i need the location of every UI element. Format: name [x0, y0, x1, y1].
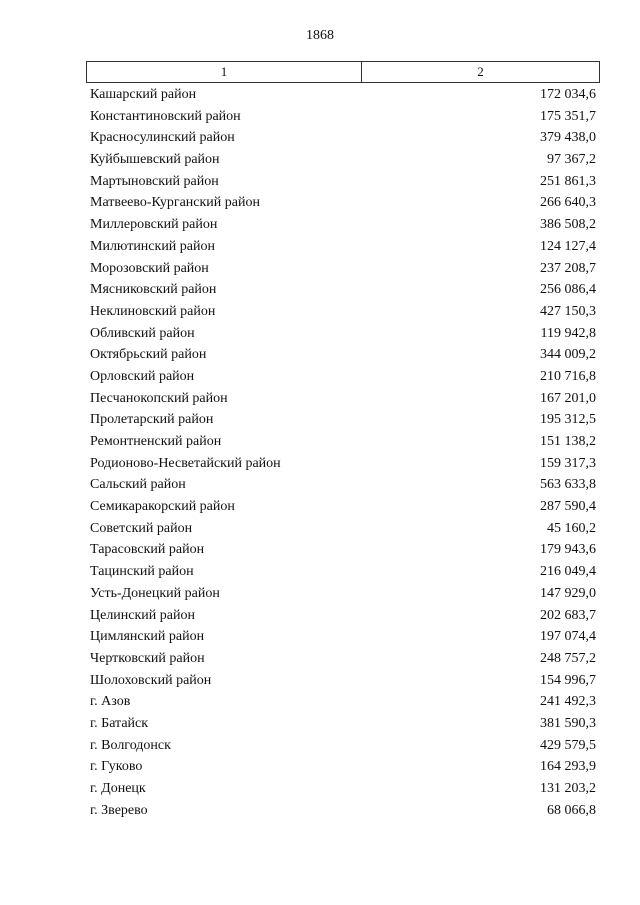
amount-value: 381 590,3	[540, 715, 596, 731]
district-name: г. Гуково	[90, 759, 143, 775]
amount-value: 195 312,5	[540, 412, 596, 428]
amount-value: 131 203,2	[540, 781, 596, 796]
amount-value: 287 590,4	[540, 499, 596, 515]
amount-value: 164 293,9	[540, 759, 596, 775]
table-row	[90, 106, 596, 128]
district-name: Семикаракорский район	[90, 499, 235, 515]
district-name: Тарасовский район	[90, 542, 205, 558]
table-row	[90, 583, 596, 605]
amount-value: 197 074,4	[540, 629, 596, 645]
district-name: Константиновский район	[90, 108, 241, 124]
column-header-2: 2	[477, 64, 484, 79]
district-name: Советский район	[90, 520, 193, 536]
table-row	[90, 344, 596, 366]
table-row	[90, 713, 596, 735]
district-name: Тацинский район	[90, 564, 194, 580]
district-name: Песчанокопский район	[90, 390, 228, 406]
table-row	[90, 409, 596, 431]
amount-value: 563 633,8	[540, 477, 596, 493]
amount-value: 45 160,2	[547, 520, 596, 536]
district-name: Цимлянский район	[90, 629, 205, 645]
amount-value: 266 640,3	[540, 195, 596, 211]
district-name: Матвеево-Курганский район	[90, 195, 260, 211]
table-header	[86, 61, 600, 83]
district-name: Миллеровский район	[90, 217, 218, 233]
table-row	[90, 171, 596, 193]
district-name: Неклиновский район	[90, 303, 216, 319]
amount-value: 151 138,2	[540, 434, 596, 449]
amount-value: 248 757,2	[540, 650, 596, 666]
district-name: г. Азов	[90, 694, 131, 710]
amount-value: 147 929,0	[540, 585, 596, 601]
amount-value: 159 317,3	[540, 455, 596, 471]
amount-value: 97 367,2	[547, 152, 596, 168]
amount-value: 119 942,8	[540, 325, 596, 341]
amount-value: 124 127,4	[540, 238, 596, 254]
amount-value: 172 034,6	[540, 87, 596, 102]
district-name: г. Зверево	[90, 802, 148, 818]
district-name: Сальский район	[90, 477, 186, 493]
table-row	[90, 149, 596, 171]
amount-value: 379 438,0	[540, 130, 596, 146]
amount-value: 216 049,4	[540, 564, 596, 580]
amount-value: 251 861,3	[540, 173, 596, 189]
amount-value: 179 943,6	[540, 542, 596, 558]
amount-value: 154 996,7	[540, 672, 596, 688]
table-row	[90, 192, 596, 214]
table-row	[90, 258, 596, 280]
table-row	[90, 561, 596, 583]
table-row	[90, 626, 596, 648]
table-row	[90, 735, 596, 757]
district-name: Обливский район	[90, 325, 195, 341]
table-row	[90, 279, 596, 301]
amount-value: 175 351,7	[540, 108, 596, 124]
district-name: Мартыновский район	[90, 173, 219, 189]
table-row	[90, 605, 596, 627]
amount-value: 241 492,3	[540, 694, 596, 710]
table-row	[90, 388, 596, 410]
amount-value: 344 009,2	[540, 347, 596, 363]
district-name: Октябрьский район	[90, 347, 207, 363]
table-row	[90, 236, 596, 258]
amount-value: 386 508,2	[540, 217, 596, 233]
table-row	[90, 366, 596, 388]
district-name: Орловский район	[90, 368, 195, 384]
amount-value: 256 086,4	[540, 282, 596, 298]
table-row	[90, 214, 596, 236]
table-row	[90, 474, 596, 496]
district-name: Шолоховский район	[90, 672, 212, 688]
amount-value: 237 208,7	[540, 260, 596, 276]
district-name: Кашарский район	[90, 87, 197, 102]
table-row	[90, 431, 596, 453]
district-name: Мясниковский район	[90, 282, 217, 298]
amount-value: 210 716,8	[540, 368, 596, 384]
district-name: Ремонтненский район	[90, 434, 222, 449]
amount-value: 202 683,7	[540, 607, 596, 623]
district-name: г. Батайск	[90, 715, 149, 731]
table-row	[90, 670, 596, 692]
district-name: Целинский район	[90, 607, 195, 623]
table-row	[90, 453, 596, 475]
table-row	[90, 648, 596, 670]
table-row	[90, 778, 596, 800]
table-body	[90, 84, 596, 821]
page-number: 1868	[306, 28, 334, 43]
amount-value: 429 579,5	[540, 737, 596, 753]
district-name: Красносулинский район	[90, 130, 235, 146]
table-row	[90, 691, 596, 713]
district-name: Чертковский район	[90, 650, 205, 666]
district-name: г. Волгодонск	[90, 737, 171, 753]
table-row	[90, 800, 596, 822]
table-row	[90, 539, 596, 561]
table-row	[90, 756, 596, 778]
table-row	[90, 84, 596, 106]
table-row	[90, 127, 596, 149]
amount-value: 68 066,8	[547, 802, 596, 818]
table-row	[90, 518, 596, 540]
table-row	[90, 323, 596, 345]
district-name: Морозовский район	[90, 260, 209, 276]
district-name: Милютинский район	[90, 238, 216, 254]
amount-value: 167 201,0	[540, 390, 596, 406]
district-name: г. Донецк	[90, 781, 146, 796]
table-row	[90, 496, 596, 518]
district-name: Куйбышевский район	[90, 152, 220, 168]
amount-value: 427 150,3	[540, 303, 596, 319]
district-name: Усть-Донецкий район	[90, 585, 220, 601]
district-name: Пролетарский район	[90, 412, 214, 428]
column-header-1: 1	[87, 62, 362, 82]
district-name: Родионово-Несветайский район	[90, 455, 281, 471]
table-row	[90, 301, 596, 323]
